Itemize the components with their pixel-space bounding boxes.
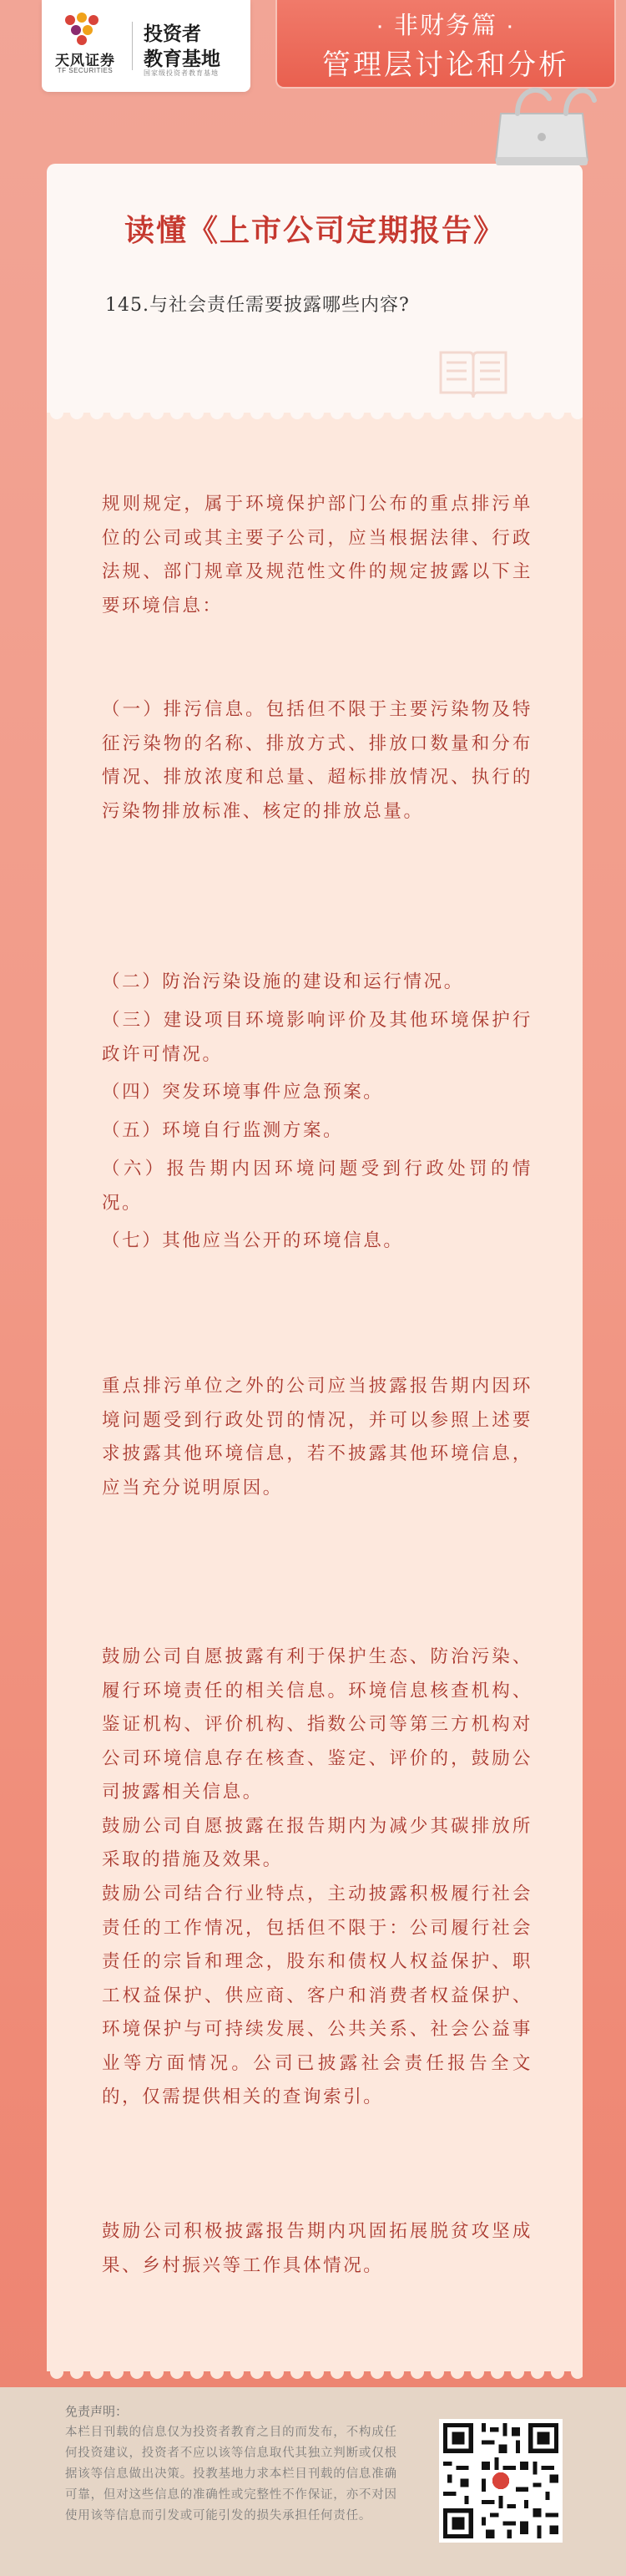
- tf-logo-icon: [58, 12, 105, 50]
- paragraph-voluntary-disclosure: [102, 1640, 533, 1878]
- paragraph-carbon-reduction: 鼓励公司自愿披露在报告期内为减少其碳排放所采取的措施及效果。: [102, 1815, 533, 1870]
- base-name-line2: 教育基地: [144, 48, 220, 69]
- base-name-line1: 投资者: [144, 23, 201, 44]
- disclaimer-title: 免责声明：: [65, 2405, 129, 2419]
- list-item-6: （六）报告期内因环境问题受到行政处罚的情况。: [102, 1159, 533, 1214]
- list-item-1: （一）排污信息。包括但不限于主要污染物及特征污染物的名称、排放方式、排放口数量和分布情况、排放浓度和总量、超标排放情况、执行的污染物排放标准、核定的排放总量。: [102, 699, 533, 822]
- qr-code-icon[interactable]: [439, 2419, 563, 2543]
- list-item-5: （五）环境自行监测方案。: [102, 1120, 344, 1141]
- paragraph-rural-revitalization: 鼓励公司积极披露报告期内巩固拓展脱贫攻坚成果、乡村振兴等工作具体情况。: [102, 2221, 533, 2276]
- logo-divider: [132, 22, 133, 70]
- paragraph-intro: 规则规定，属于环境保护部门公布的重点排污单位的公司或其主要子公司，应当根据法律、行政法规、部门规章及规范性文件的规定披露以下主要环境信息：: [102, 494, 533, 616]
- list-item-4: （四）突发环境事件应急预案。: [102, 1082, 384, 1103]
- list-item-2: （二）防治污染设施的建设和运行情况。: [102, 971, 464, 992]
- paragraph-non-key-units: 重点排污单位之外的公司应当披露报告期内因环境问题受到行政处罚的情况，并可以参照上述要求披露其他环境信息，若不披露其他环境信息，应当充分说明原因。: [102, 1376, 533, 1498]
- binder-clip-icon: [484, 80, 601, 172]
- disclaimer-text: 本栏目刊载的信息仅为投资者教育之目的而发布，不构成任何投资建议，投资者不应以该等信息取代其独立判断或仅根据该等信息做出决策。投教基地力求本栏目刊载的信息准确可靠，但对这些信息的准确性或完整性不作保证，亦不对因使用该等信息而引发或可能引发的损失承担任何责任。: [65, 2426, 397, 2523]
- section-banner: [275, 0, 616, 89]
- book-icon: [436, 344, 511, 401]
- paragraph-environment-info: 鼓励公司自愿披露有利于保护生态、防治污染、履行环境责任的相关信息。环境信息核查机构、鉴证机构、评价机构、指数公司等第三方机构对公司环境信息存在核查、鉴定、评价的，鼓励公司披露相关信息。: [102, 1646, 533, 1803]
- paragraph-social-responsibility: 鼓励公司结合行业特点，主动披露积极履行社会责任的工作情况，包括但不限于：公司履行社会责任的宗旨和理念，股东和债权人权益保护、职工权益保护、供应商、客户和消费者权益保护、环境保护与可持续发展、公共关系、社会公益事业等方面情况。公司已披露社会责任报告全文的，仅需提供相关的查询索引。: [102, 1884, 533, 2107]
- base-subtitle: 国家级投资者教育基地: [144, 69, 219, 77]
- list-item-7: （七）其他应当公开的环境信息。: [102, 1230, 404, 1251]
- list-item-3: （三）建设项目环境影响评价及其他环境保护行政许可情况。: [102, 1010, 533, 1065]
- page-title: 读懂《上市公司定期报告》: [124, 213, 505, 247]
- question-heading: 145.与社会责任需要披露哪些内容?: [105, 295, 410, 316]
- logo-english-name: TF SECURITIES: [57, 67, 114, 74]
- scallop-edge-bottom: [47, 2367, 583, 2381]
- banner-topic: 管理层讨论和分析: [322, 49, 569, 81]
- scallop-edge-top: [47, 406, 583, 419]
- brand-logo[interactable]: [42, 0, 250, 92]
- banner-category: · 非财务篇 ·: [376, 13, 516, 39]
- logo-chinese-name: 天风证券: [55, 53, 115, 68]
